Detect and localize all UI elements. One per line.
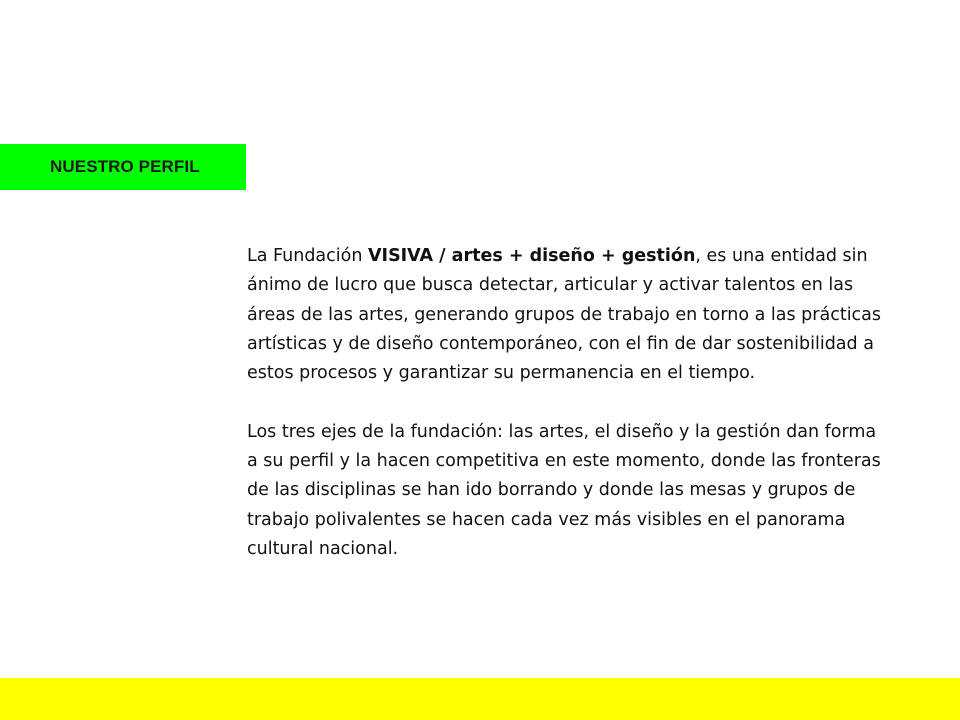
brand-name: VISIVA / artes + diseño + gestión <box>368 246 696 266</box>
footer-band <box>0 678 960 720</box>
section-header-tab <box>0 144 246 190</box>
section-title: NUESTRO PERFIL <box>50 157 200 176</box>
axes-paragraph: Los tres ejes de la fundación: las artes, el diseño y la gestión dan forma a su perfil y la hacen competitiva en este momento, donde las fronteras de las disciplinas se han ido borrando y donde las mesas y grupos de trabajo polivalentes se hacen cada vez más visibles en el panorama cultural nacional. <box>247 421 881 559</box>
intro-paragraph <box>247 242 887 388</box>
intro-prefix: La Fundación <box>247 246 369 266</box>
intro-suffix: , es una entidad sin ánimo de lucro que busca detectar, articular y activar talentos en las áreas de las artes, generando grupos de trabajo en torno a las prácticas artísticas y de diseño contemporáneo, con el fin de dar sostenibilidad a estos procesos y garantizar su permanencia en el tiempo. <box>247 246 882 384</box>
profile-content <box>247 242 887 564</box>
